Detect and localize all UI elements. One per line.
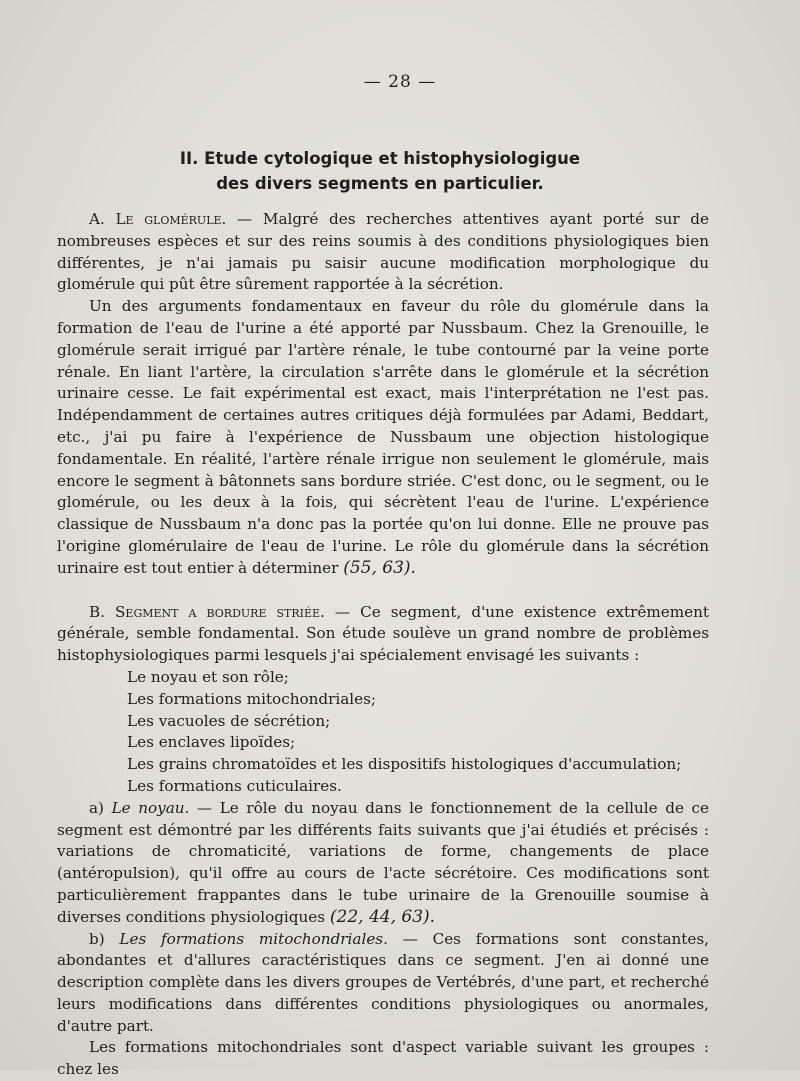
- body-text: [57, 209, 709, 1081]
- list-item: Les formations mitochondriales;: [127, 689, 377, 708]
- subsection-b-title: Les formations mitochondriales.: [119, 929, 388, 948]
- section-a-title: Le glomérule.: [115, 210, 227, 228]
- list-item: Les enclaves lipoïdes;: [127, 733, 296, 752]
- section-b-label: B.: [89, 602, 105, 621]
- subsection-b-text: — Ces formations sont constantes, abondantes et d'allures caractéristiques dans ce segment. J'en ai donné une description complète dans les divers groupes de Vertébrés, d'une part, et recherché leurs modifications dans différentes conditions physiologiques ou anormales, d'autre part.: [57, 929, 709, 1035]
- subsection-b-label: b): [89, 929, 120, 948]
- paragraph-b-a: [57, 798, 709, 929]
- section-a-text: — Malgré des recherches attentives ayant porté sur de nombreuses espèces et sur des reins soumis à des conditions physiologiques bien différentes, je n'ai jamais pu saisir aucune modification morphologique du glomérule qui pût être sûrement rapportée à la sécrétion.: [57, 210, 710, 294]
- paragraph-b-intro: [57, 602, 709, 667]
- list-item: Les formations cuticulaires.: [127, 776, 342, 795]
- paragraph-last: Les formations mitochondriales sont d'aspect variable suivant les groupes : chez les: [57, 1038, 709, 1079]
- paragraph-a-2: [57, 296, 709, 579]
- list-item: Le noyau et son rôle;: [127, 667, 289, 686]
- subsection-a-label: a): [89, 798, 112, 817]
- page-number: — 28 —: [363, 72, 437, 92]
- subsection-a-text: — Le rôle du noyau dans le fonctionnement de la cellule de ce segment est démontré par les différents faits suivants que j'ai étudiés et précisés : variations de chromaticité, variations de forme, changements de place (antéropulsion), qu'il offre au cours de l'acte sécrétoire. Ces modifications sont particulièrement frappantes dans le tube urinaire de la Grenouille soumise à diverses conditions physiologiques: [57, 798, 709, 926]
- section-a-text-2: Un des arguments fondamentaux en faveur du rôle du glomérule dans la formation de l'eau de l'urine a été apporté par Nussbaum. Chez la Grenouille, le glomérule serait irrigué par l'artère rénale, le tube contourné par la veine porte rénale. En liant l'artère, la circulation s'arrête dans le glomérule et la sécrétion urinaire cesse. Le fait expérimental est exact, mais l'interprétation ne l'est pas. Indépendamment de certaines autres critiques déjà formulées par Adami, Beddart, etc., j'ai pu faire à l'expérience de Nussbaum une objection histologique fondamentale. En réalité, l'artère rénale irrigue non seulement le glomérule, mais encore le segment à bâtonnets sans bordure striée. C'est donc, ou le segment, ou le glomérule, ou les deux à la fois, qui sécrètent l'eau de l'urine. L'expérience classique de Nussbaum n'a donc pas la portée qu'on lui donne. Elle ne prouve pas l'origine glomérulaire de l'eau de l'urine. Le rôle du glomérule dans la sécrétion urinaire est tout entier à déterminer: [57, 297, 709, 577]
- heading-line-1: II. Etude cytologique et histophysiologigue: [179, 149, 581, 168]
- paragraph-b-b: [57, 929, 709, 1038]
- reference: (22, 44, 63).: [329, 906, 436, 927]
- list-item: Les vacuoles de sécrétion;: [127, 711, 331, 730]
- section-a-label: A.: [89, 210, 105, 228]
- section-b-title: Segment a bordure striée.: [115, 602, 325, 621]
- heading-line-2: des divers segments en particulier.: [216, 174, 544, 193]
- section-heading: [0, 146, 760, 196]
- topic-list: [57, 667, 709, 798]
- list-item: Les grains chromatoïdes et les dispositifs histologiques d'accumulation;: [127, 755, 682, 774]
- paragraph-a-1: [57, 209, 709, 296]
- section-b-intro: — Ce segment, d'une existence extrêmement générale, semble fondamental. Son étude soulève un grand nombre de problèmes histophysiologiques parmi lesquels j'ai spécialement envisagé les suivants :: [57, 602, 709, 665]
- reference: (55, 63).: [343, 557, 416, 578]
- subsection-a-title: Le noyau.: [111, 798, 190, 817]
